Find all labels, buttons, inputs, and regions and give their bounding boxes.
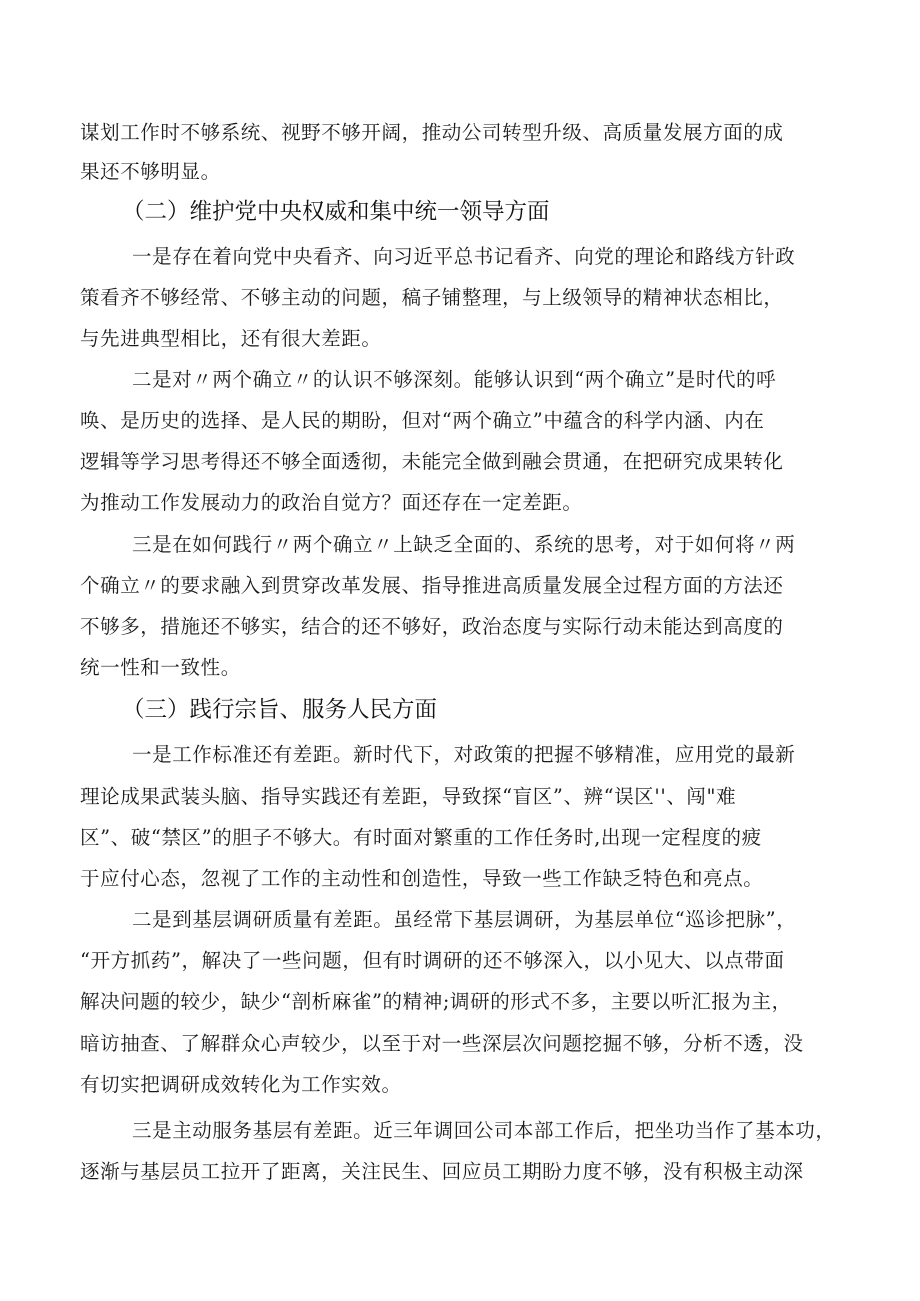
paragraph-line: 三是主动服务基层有差距。近三年调回公司本部工作后，把坐功当作了基本功， [132, 1119, 836, 1142]
paragraph-line: 与先进典型相比，还有很大差距。 [80, 327, 382, 350]
paragraph-line: 果还不够明显。 [80, 160, 221, 183]
paragraph-line: 谋划工作时不够系统、视野不够开阔，推动公司转型升级、高质量发展方面的成 [80, 121, 784, 144]
section-heading-3: （三）践行宗旨、服务人民方面 [122, 697, 438, 723]
paragraph-line: 三是在如何践行〃两个确立〃上缺乏全面的、系统的思考，对于如何将〃两 [132, 533, 796, 556]
paragraph-line: 一是存在着向党中央看齐、向习近平总书记看齐、向党的理论和路线方针政 [132, 245, 796, 268]
paragraph-line: 逻辑等学习思考得还不够全面透彻，未能完全做到融会贯通，在把研究成果转化 [80, 450, 784, 473]
section-heading-2: （二）维护党中央权威和集中统一领导方面 [122, 199, 550, 225]
paragraph-line: 不够多，措施还不够实，结合的还不够好，政治态度与实际行动未能达到高度的 [80, 615, 784, 638]
paragraph-line: 区”、破“禁区”的胆子不够大。有时面对繁重的工作任务时,出现一定程度的疲 [80, 826, 762, 849]
paragraph-line: “开方抓药”，解决了一些问题，但有时调研的还不够深入，以小见大、以点带面 [80, 949, 785, 972]
paragraph-line: 为推动工作发展动力的政治自觉方？面还存在一定差距。 [80, 491, 583, 514]
paragraph-line: 二是到基层调研质量有差距。虽经常下基层调研，为基层单位“巡诊把脉”， [132, 908, 797, 931]
paragraph-line: 有切实把调研成效转化为工作实效。 [80, 1073, 402, 1096]
paragraph-line: 理论成果武装头脑、指导实践还有差距，导致探“盲区”、辨“误区''、闯"难 [80, 785, 737, 808]
paragraph-line: 暗访抽查、了解群众心声较少，以至于对一些深层次问题挖掘不够，分析不透，没 [80, 1032, 804, 1055]
paragraph-line: 二是对〃两个确立〃的认识不够深刻。能够认识到“两个确立”是时代的呼 [132, 368, 777, 391]
paragraph-line: 于应付心态，忽视了工作的主动性和创造性，导致一些工作缺乏特色和亮点。 [80, 867, 764, 890]
paragraph-line: 解决问题的较少，缺少“剖析麻雀”的精神;调研的形式不多，主要以听汇报为主， [80, 990, 792, 1013]
paragraph-line: 唤、是历史的选择、是人民的期盼，但对“两个确立”中蕴含的科学内涵、内在 [80, 409, 765, 432]
paragraph-line: 逐渐与基层员工拉开了距离，关注民生、回应员工期盼力度不够，没有积极主动深 [80, 1160, 804, 1183]
paragraph-line: 个确立〃的要求融入到贯穿改革发展、指导推进高质量发展全过程方面的方法还 [80, 574, 784, 597]
paragraph-line: 统一性和一致性。 [80, 656, 241, 679]
paragraph-line: 策看齐不够经常、不够主动的问题，稿子铺整理，与上级领导的精神状态相比， [80, 286, 784, 309]
paragraph-line: 一是工作标准还有差距。新时代下，对政策的把握不够精准，应用党的最新 [132, 743, 796, 766]
